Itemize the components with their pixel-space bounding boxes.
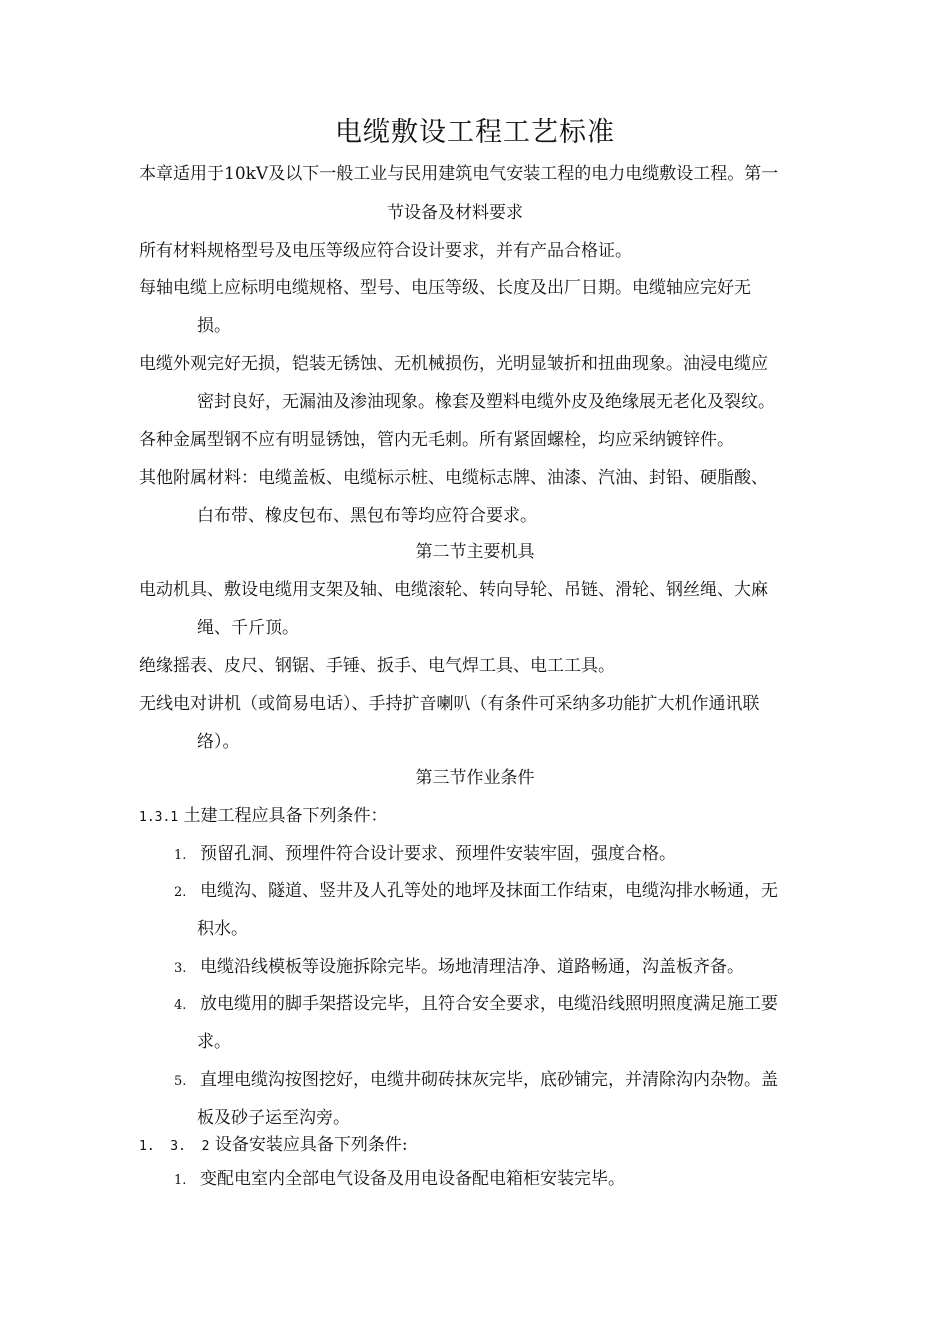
subsection-title: 设备安装应具备下列条件: xyxy=(214,1135,408,1155)
list-text: 电缆沿线模板等设施拆除完毕。场地清理洁净、道路畅通，沟盖板齐备。 xyxy=(200,957,744,977)
list-number: 5. xyxy=(174,1074,187,1089)
subsection-number: 1. 3. 2 xyxy=(139,1139,210,1154)
subsection-heading xyxy=(139,1134,408,1158)
list-text: 变配电室内全部电气设备及用电设备配电箱柜安装完毕。 xyxy=(200,1169,625,1189)
paragraph-continuation: 白布带、橡皮包布、黑包布等均应符合要求。 xyxy=(197,506,537,526)
list-item xyxy=(174,1168,625,1192)
list-text: 预留孔洞、预埋件符合设计要求、预埋件安装牢固，强度合格。 xyxy=(200,844,676,864)
paragraph-continuation: 损。 xyxy=(197,316,231,336)
list-item-continuation: 板及砂子运至沟旁。 xyxy=(197,1108,350,1128)
paragraph-continuation: 绳、千斤顶。 xyxy=(197,618,299,638)
list-item-continuation: 求。 xyxy=(197,1032,231,1052)
list-text: 放电缆用的脚手架搭设完毕，且符合安全要求，电缆沿线照明照度满足施工要 xyxy=(200,994,778,1014)
paragraph: 各种金属型钢不应有明显锈蚀，管内无毛刺。所有紧固螺栓，均应采纳镀锌件。 xyxy=(139,430,734,450)
list-number: 4. xyxy=(174,998,187,1013)
paragraph-continuation: 密封良好，无漏油及渗油现象。橡套及塑料电缆外皮及绝缘展无老化及裂纹。 xyxy=(197,392,775,412)
list-text: 直埋电缆沟按图挖好，电缆井砌砖抹灰完毕，底砂铺完，并清除沟内杂物。盖 xyxy=(200,1070,778,1090)
subsection-number: 1.3.1 xyxy=(139,810,179,825)
paragraph: 所有材料规格型号及电压等级应符合设计要求，并有产品合格证。 xyxy=(139,241,632,261)
list-number: 3. xyxy=(174,961,187,976)
paragraph: 电缆外观完好无损，铠装无锈蚀、无机械损伤，光明显皱折和扭曲现象。油浸电缆应 xyxy=(139,354,768,374)
section3-heading: 第三节作业条件 xyxy=(415,768,535,788)
intro-line: 本章适用于10kV及以下一般工业与民用建筑电气安装工程的电力电缆敷设工程。第一 xyxy=(139,164,779,184)
list-item xyxy=(174,993,778,1017)
list-number: 1. xyxy=(174,848,187,863)
paragraph: 每轴电缆上应标明电缆规格、型号、电压等级、长度及出厂日期。电缆轴应完好无 xyxy=(139,278,751,298)
list-item xyxy=(174,1069,778,1093)
document-title: 电缆敷设工程工艺标准 xyxy=(335,117,615,148)
subsection-heading xyxy=(139,805,388,829)
list-item-continuation: 积水。 xyxy=(197,919,248,939)
paragraph-continuation: 络）。 xyxy=(197,732,240,752)
section1-heading: 节设备及材料要求 xyxy=(387,203,523,223)
paragraph: 绝缘摇表、皮尺、钢锯、手锤、扳手、电气焊工具、电工工具。 xyxy=(139,656,615,676)
paragraph: 其他附属材料：电缆盖板、电缆标示桩、电缆标志牌、油漆、汽油、封铅、硬脂酸、 xyxy=(139,468,768,488)
list-item xyxy=(174,880,778,904)
list-text: 电缆沟、隧道、竖井及人孔等处的地坪及抹面工作结束，电缆沟排水畅通，无 xyxy=(200,881,778,901)
paragraph: 电动机具、敷设电缆用支架及轴、电缆滚轮、转向导轮、吊链、滑轮、钢丝绳、大麻 xyxy=(139,580,768,600)
list-item xyxy=(174,956,744,980)
paragraph: 无线电对讲机（或简易电话）、手持扩音喇叭（有条件可采纳多功能扩大机作通讯联 xyxy=(139,694,760,714)
section2-heading: 第二节主要机具 xyxy=(415,542,535,562)
list-number: 1. xyxy=(174,1173,187,1188)
list-number: 2. xyxy=(174,885,187,900)
list-item xyxy=(174,843,676,867)
subsection-title: 土建工程应具备下列条件： xyxy=(183,806,388,826)
